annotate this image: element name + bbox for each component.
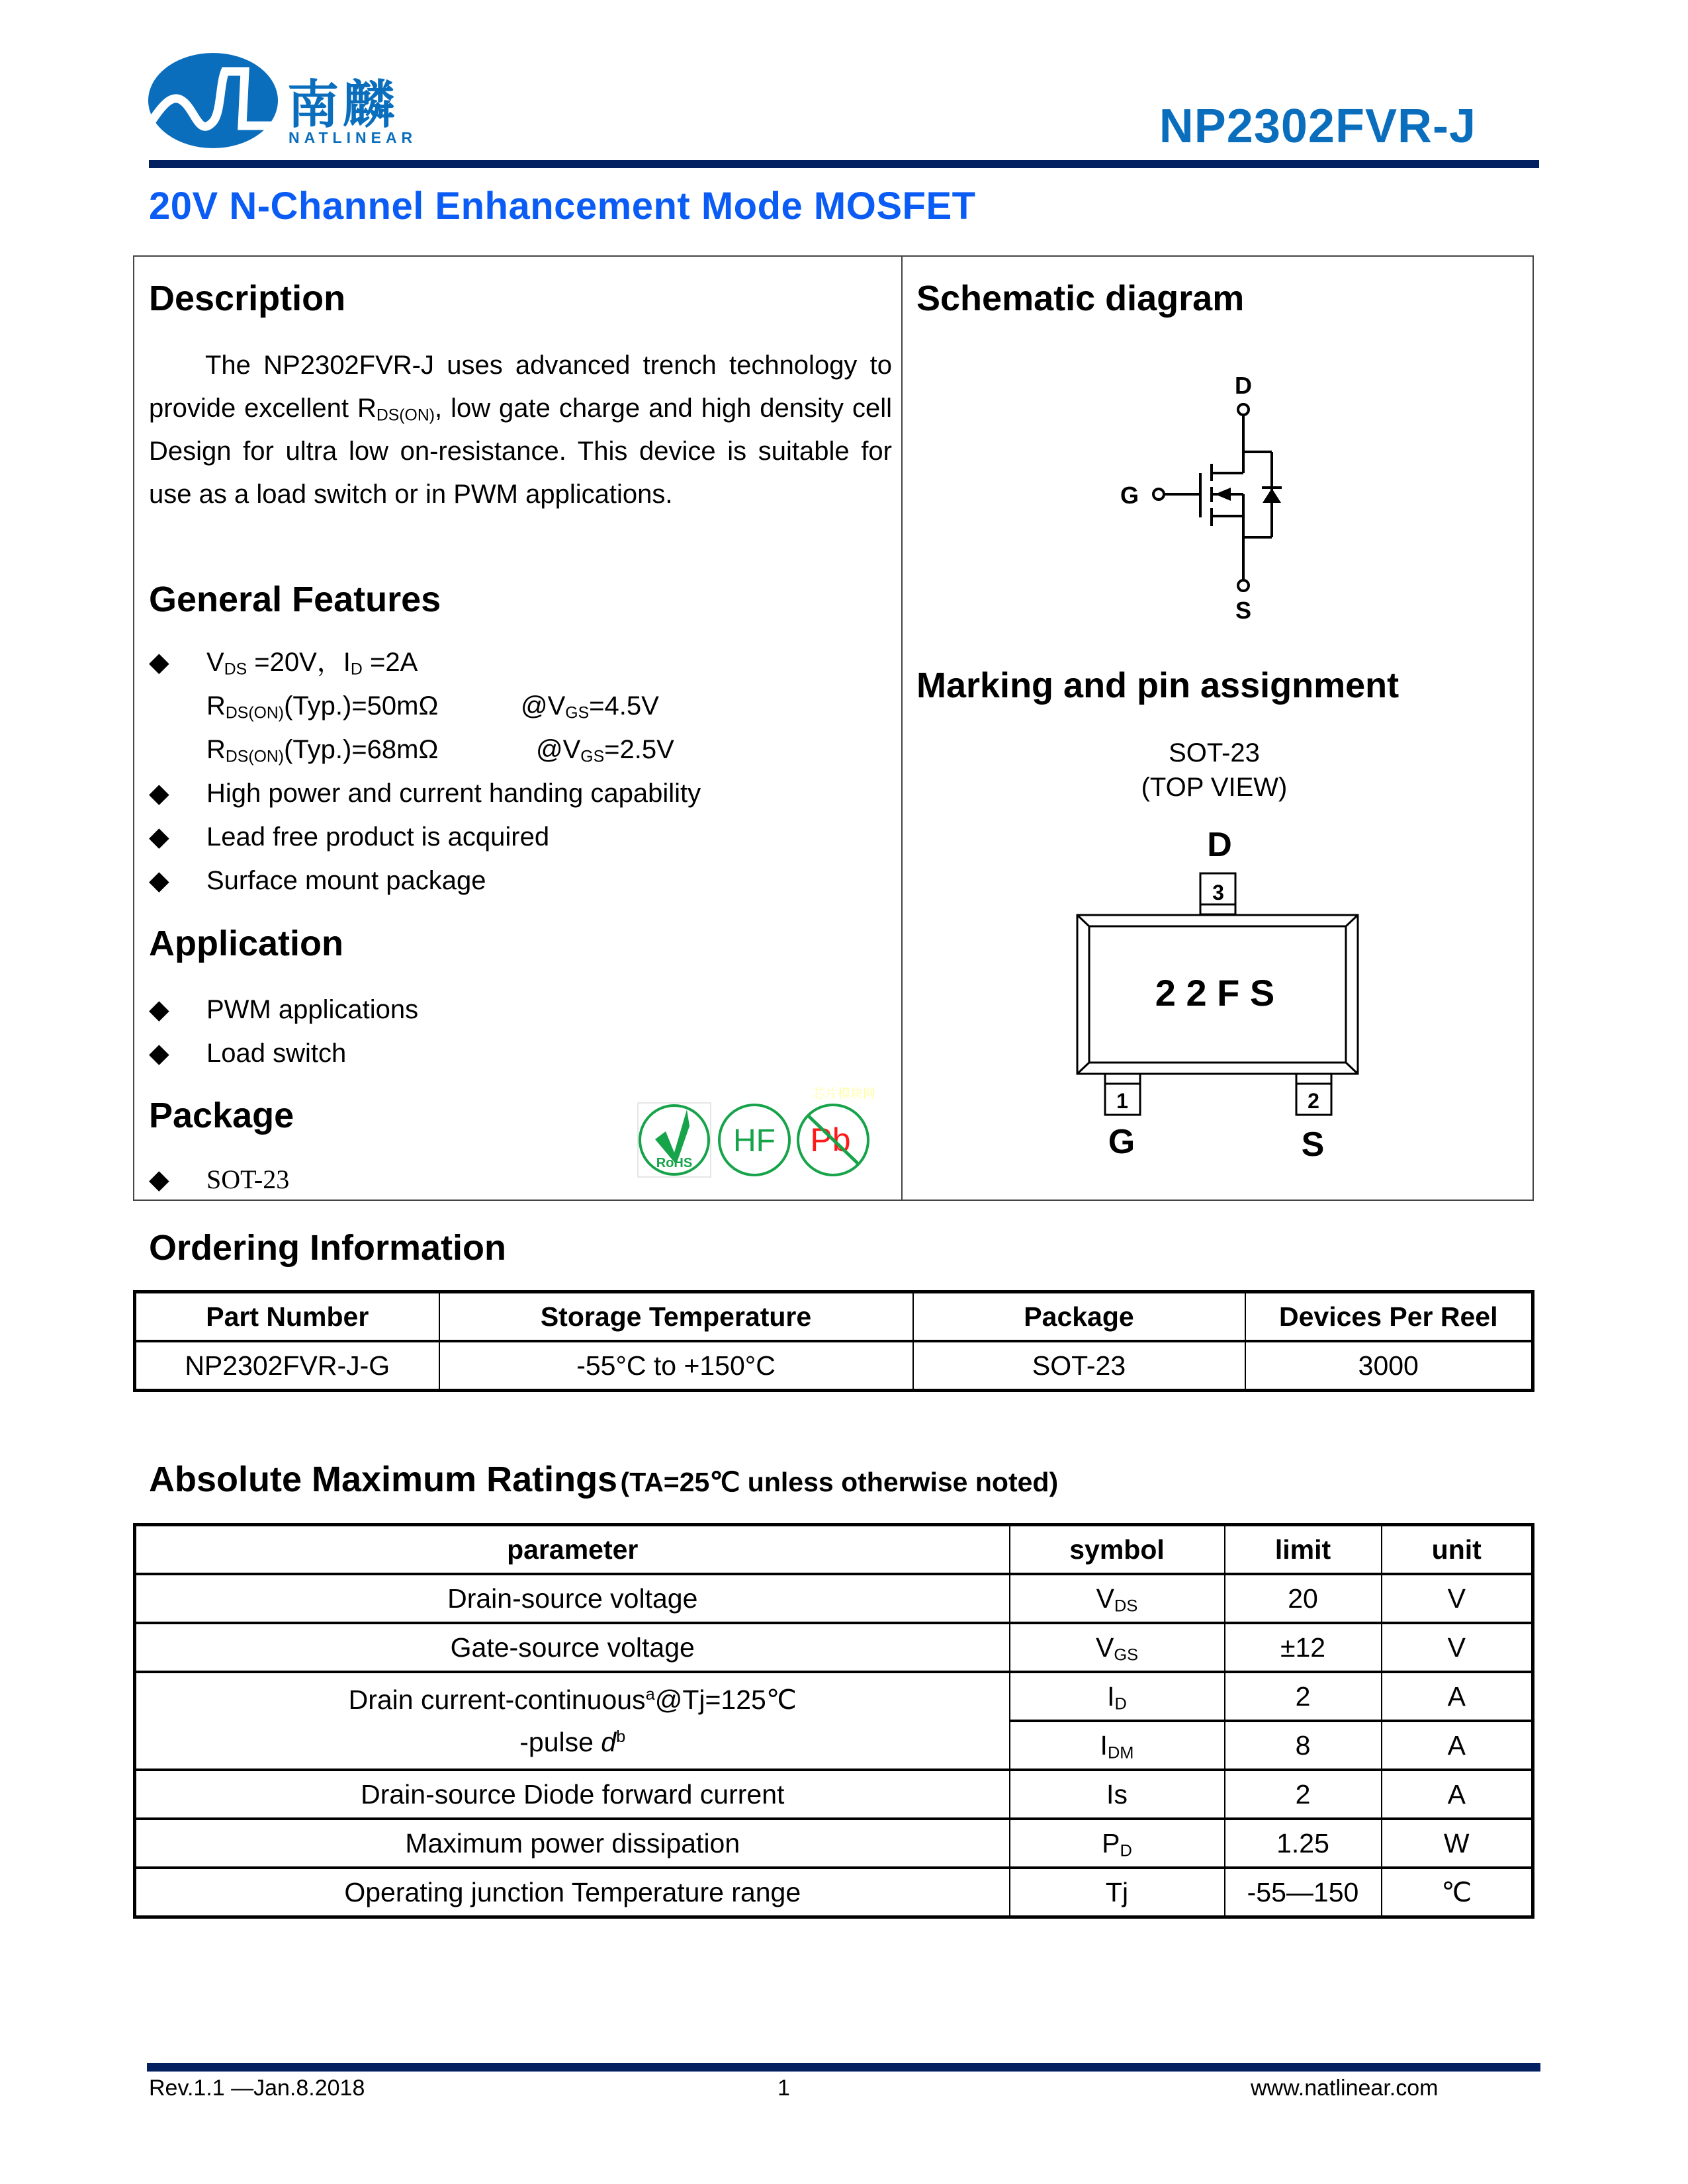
application-text: PWM applications [206,995,419,1024]
ordering-table [133,1290,1534,1392]
application-heading: Application [149,924,343,963]
package-list [149,1158,289,1201]
symbol-cell: Tj [1010,1868,1225,1917]
symbol-cell [1010,1721,1225,1770]
schematic-heading: Schematic diagram [916,279,1245,318]
symbol-cell: Is [1010,1770,1225,1819]
absolute-max-ratings-table [133,1523,1534,1919]
subscript: DS [224,660,247,679]
parameter-cell [135,1672,1010,1770]
footer-rule [147,2063,1540,2072]
amr-heading [149,1459,1058,1500]
feature-text: R [206,735,226,764]
pin-3-label: D [1207,827,1232,864]
amr-title-text: Absolute Maximum Ratings [149,1460,618,1499]
storage-temperature-cell: -55°C to +150°C [439,1341,913,1391]
table-header-row [135,1292,1533,1342]
symbol-text: V [1095,1632,1114,1663]
symbol-cell [1010,1623,1225,1672]
footnote-marker: a [645,1685,655,1704]
table-row [135,1623,1533,1672]
subscript: DM [1107,1743,1134,1763]
limit-cell: -55—150 [1225,1868,1382,1917]
rdson-subscript: DS(ON) [376,406,435,425]
limit-cell: 2 [1225,1770,1382,1819]
feature-text: Lead free product is acquired [206,822,550,852]
parameter-cell: Drain-source Diode forward current [135,1770,1010,1819]
table-row [135,1574,1533,1623]
table-row [135,1770,1533,1819]
svg-text:HF: HF [733,1123,776,1158]
column-header: limit [1225,1525,1382,1575]
column-header: parameter [135,1525,1010,1575]
unit-cell: W [1382,1819,1533,1868]
gate-pin-label: G [1120,482,1139,509]
unit-cell: A [1382,1721,1533,1770]
brand-chinese-name: 南麟 [287,75,399,135]
table-row [135,1672,1533,1721]
website-link[interactable]: www.natlinear.com [1251,2075,1439,2101]
pin-3-number: 3 [1212,881,1224,904]
part-number-title: NP2302FVR-J [1159,100,1476,153]
page-number: 1 [777,2075,790,2101]
revision-date: Rev.1.1 —Jan.8.2018 [149,2075,365,2101]
feature-condition: @V [521,691,566,721]
application-item [149,988,418,1031]
lead-free-icon [798,1105,868,1175]
general-features-heading: General Features [149,580,441,619]
limit-cell: 8 [1225,1721,1382,1770]
symbol-text: V [1096,1583,1115,1614]
application-item [149,1031,418,1075]
pin-1-label: G [1108,1123,1135,1161]
feature-text: =20V， [247,648,343,677]
brand-english-name: NATLINEAR [289,129,418,146]
pin-2-label: S [1301,1125,1325,1164]
unit-cell: V [1382,1623,1533,1672]
mosfet-schematic-icon [1098,354,1290,632]
column-header: symbol [1010,1525,1225,1575]
parameter-cell: Gate-source voltage [135,1623,1010,1672]
subscript: D [350,660,363,679]
parameter-text: d [601,1727,617,1757]
subscript: DS [1114,1596,1138,1616]
subscript: GS [565,704,590,722]
feature-text: Surface mount package [206,866,486,895]
limit-cell: 1.25 [1225,1819,1382,1868]
column-header: Devices Per Reel [1245,1292,1533,1342]
feature-text: High power and current handing capability [206,779,701,808]
package-item [149,1158,289,1201]
devices-per-reel-cell: 3000 [1245,1341,1533,1391]
parameter-cell: Drain-source voltage [135,1574,1010,1623]
feature-item [149,771,701,815]
feature-condition: =2.5V [604,735,674,764]
rohs-icon [638,1103,711,1177]
subscript: DS(ON) [225,748,285,766]
column-header: Part Number [135,1292,439,1342]
feature-item [149,728,701,771]
table-row [135,1341,1533,1391]
parameter-line [136,1679,1009,1721]
subscript: GS [1114,1645,1139,1665]
parameter-cell: Operating junction Temperature range [135,1868,1010,1917]
subscript: GS [580,748,605,766]
halogen-free-icon [719,1105,789,1175]
diamond-bullet-icon: ◆ [149,866,169,895]
feature-text: V [206,648,224,677]
svg-text:RoHS: RoHS [656,1156,693,1170]
feature-condition: @V [536,735,581,764]
package-cell: SOT-23 [913,1341,1245,1391]
limit-cell: ±12 [1225,1623,1382,1672]
feature-text: (Typ.)=68mΩ [284,735,439,764]
unit-cell: A [1382,1770,1533,1819]
feature-text: =2A [362,648,418,677]
package-text: SOT-23 [206,1164,290,1194]
feature-text: I [343,648,351,677]
footnote-marker: b [616,1727,626,1747]
description-text [149,344,892,516]
diamond-bullet-icon: ◆ [149,1165,169,1194]
unit-cell: V [1382,1574,1533,1623]
diamond-bullet-icon: ◆ [149,1039,169,1068]
parameter-text: Drain current-continuous [348,1684,646,1715]
parameter-text: -pulse [519,1727,601,1757]
feature-item [149,859,701,902]
parameter-line [136,1721,1009,1763]
feature-text: (Typ.)=50mΩ [284,691,439,721]
svg-text:Pb: Pb [810,1121,851,1158]
diamond-bullet-icon: ◆ [149,822,169,852]
subscript: DS(ON) [225,704,285,722]
package-heading: Package [149,1096,294,1135]
general-features-list [149,640,701,902]
limit-cell: 2 [1225,1672,1382,1721]
pin-2-number: 2 [1308,1089,1319,1113]
parameter-text: @Tj=125℃ [654,1684,797,1715]
table-header-row [135,1525,1533,1575]
subscript: D [1120,1841,1132,1860]
marking-heading: Marking and pin assignment [916,666,1399,705]
unit-cell: ℃ [1382,1868,1533,1917]
watermark-text: 芯片模块网 [813,1086,876,1101]
description-heading: Description [149,279,346,318]
application-text: Load switch [206,1039,347,1068]
natlinear-logo [147,52,425,151]
marking-code: 2 2 F S [1155,972,1275,1014]
feature-item [149,640,701,684]
description-text-part: The NP2302FVR-J uses advanced trench technology to provide excellent R [149,351,892,423]
amr-conditions-note: (TA=25℃ unless otherwise noted) [620,1467,1059,1497]
description-text-part: , low gate charge and high density cell Design for ultra low on-resistance. This device is suitable for use as a load switch or in PWM applications. [149,394,893,509]
column-header: unit [1382,1525,1533,1575]
diamond-bullet-icon: ◆ [149,648,169,677]
sot23-package-drawing [1059,827,1376,1198]
unit-cell: A [1382,1672,1533,1721]
column-header: Storage Temperature [439,1292,913,1342]
source-pin-label: S [1235,597,1252,624]
symbol-cell [1010,1672,1225,1721]
ordering-heading: Ordering Information [149,1228,506,1268]
marking-package-label [1085,736,1343,805]
symbol-text: P [1102,1827,1120,1858]
symbol-cell [1010,1819,1225,1868]
part-number-cell: NP2302FVR-J-G [135,1341,439,1391]
symbol-text: I [1107,1681,1115,1712]
feature-item [149,815,701,859]
product-subtitle: 20V N-Channel Enhancement Mode MOSFET [149,185,976,228]
limit-cell: 20 [1225,1574,1382,1623]
feature-text: R [206,691,226,721]
package-name: SOT-23 [1169,738,1260,767]
symbol-cell [1010,1574,1225,1623]
subscript: D [1114,1694,1127,1714]
table-row [135,1819,1533,1868]
table-row [135,1868,1533,1917]
overview-divider [901,255,903,1201]
column-header: Package [913,1292,1245,1342]
certification-icons [637,1098,881,1184]
pin-1-number: 1 [1116,1089,1128,1113]
parameter-cell: Maximum power dissipation [135,1819,1010,1868]
application-list [149,988,418,1075]
drain-pin-label: D [1235,372,1252,399]
header-rule [149,160,1539,168]
feature-condition: =4.5V [589,691,659,721]
feature-item [149,684,701,728]
natlinear-wave-icon [147,52,279,150]
view-label: (TOP VIEW) [1141,773,1288,802]
diamond-bullet-icon: ◆ [149,779,169,808]
symbol-text: I [1100,1729,1108,1761]
diamond-bullet-icon: ◆ [149,995,169,1024]
